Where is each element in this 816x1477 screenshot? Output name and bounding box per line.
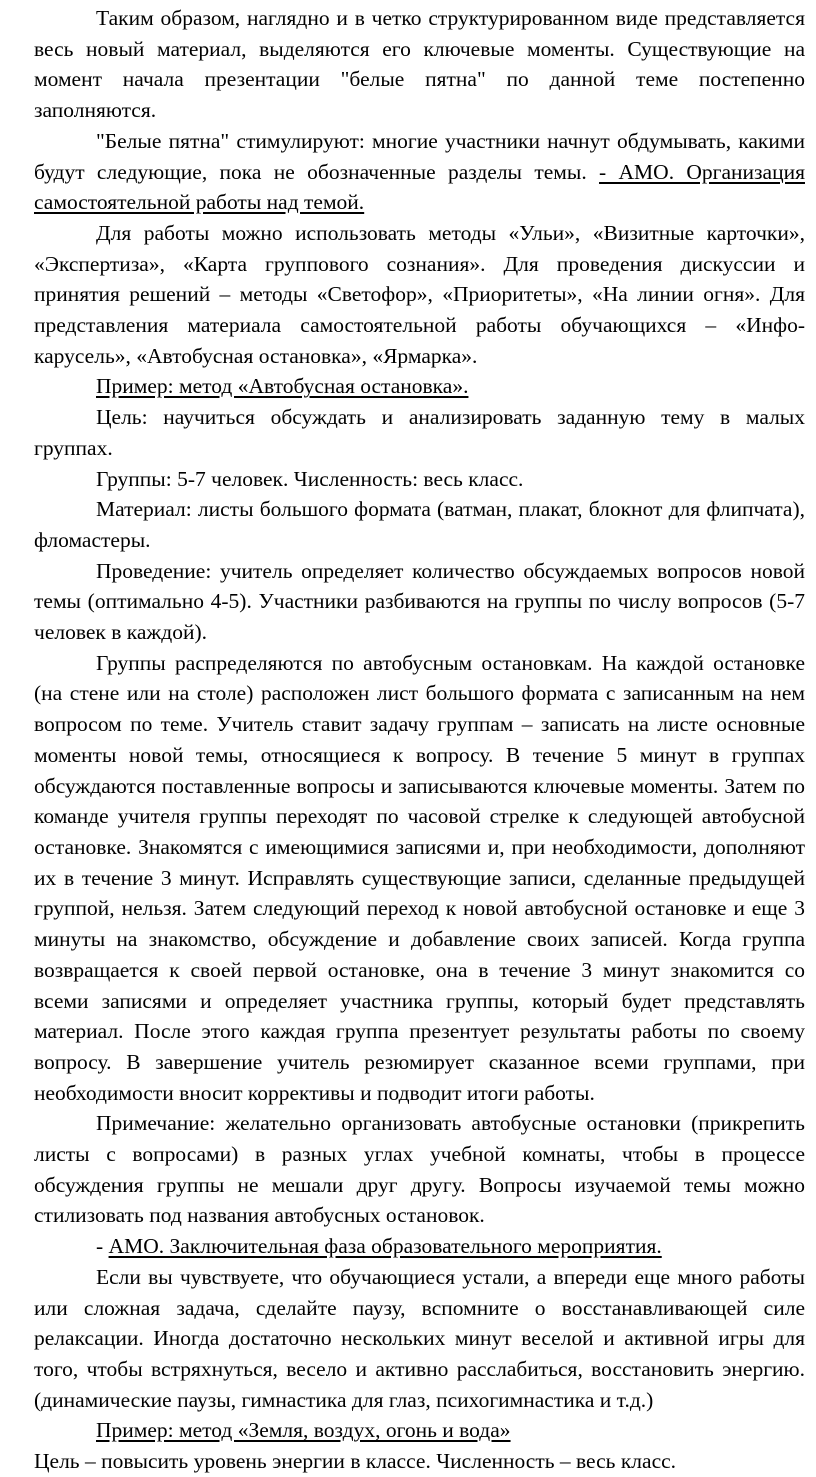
- paragraph: [34, 494, 805, 555]
- paragraph-text: Примечание: желательно организовать автобусные остановки (прикрепить листы с вопросами) в разных углах учебной комнаты, чтобы в процессе обсуждения группы не мешали друг другу. Вопросы изучаемой темы можно стилизовать под названия автобусных остановок.: [34, 1111, 805, 1228]
- paragraph: [34, 218, 805, 372]
- paragraph: [34, 648, 805, 1109]
- paragraph: [34, 126, 805, 218]
- paragraph: [34, 1231, 805, 1262]
- paragraph-text: Цель – повысить уровень энергии в классе. Численность – весь класс.: [34, 1449, 677, 1474]
- paragraph: [34, 3, 805, 126]
- paragraph-text: Группы распределяются по автобусным остановкам. На каждой остановке (на стене или на столе) расположен лист большого формата с записанным на нем вопросом по теме. Учитель ставит задачу группам – записать на листе основные моменты новой темы, относящиеся к вопросу. В течение 5 минут в группах обсуждаются поставленные вопросы и записываются ключевые моменты. Затем по команде учителя группы переходят по часовой стрелке к следующей автобусной остановке. Знакомятся с имеющимися записями и, при необходимости, дополняют их в течение 3 минут. Исправлять существующие записи, сделанные предыдущей группой, нельзя. Затем следующий переход к новой автобусной остановке и еще 3 минуты на знакомство, обсуждение и добавление своих записей. Когда группа возвращается к своей первой остановке, она в течение 3 минут знакомится со всеми записями и определяет участника группы, который будет представлять материал. После этого каждая группа презентует результаты работы по своему вопросу. В завершение учитель резюмирует сказанное всеми группами, при необходимости вносит коррективы и подводит итоги работы.: [34, 650, 805, 1105]
- paragraph: [34, 402, 805, 463]
- paragraph: [34, 556, 805, 648]
- paragraph: [34, 1108, 805, 1231]
- paragraph: [34, 1446, 805, 1477]
- paragraph-text: Если вы чувствуете, что обучающиеся устали, а впереди еще много работы или сложная задача, сделайте паузу, вспомните о восстанавливающей силе релаксации. Иногда достаточно нескольких минут веселой и активной игры для того, чтобы встряхнуться, весело и активно расслабиться, восстановить энергию. (динамические паузы, гимнастика для глаз, психогимнастика и т.д.): [34, 1264, 805, 1412]
- underlined-heading-example-earth-air-fire-water: Пример: метод «Земля, воздух, огонь и вода»: [96, 1418, 511, 1443]
- paragraph: [34, 464, 805, 495]
- paragraph: [34, 1415, 805, 1446]
- paragraph-text: Цель: научиться обсуждать и анализировать заданную тему в малых группах.: [34, 405, 805, 460]
- paragraph-text: Для работы можно использовать методы «Ульи», «Визитные карточки», «Экспертиза», «Карта группового сознания». Для проведения дискуссии и принятия решений – методы «Светофор», «Приоритеты», «На линии огня». Для представления материала самостоятельной работы обучающихся – «Инфо-карусель», «Автобусная остановка», «Ярмарка».: [34, 220, 805, 368]
- paragraph: [34, 1262, 805, 1416]
- paragraph-text: -: [96, 1234, 109, 1259]
- underlined-heading-amo-independent-work: - АМО. Организация самостоятельной работы над темой.: [34, 159, 805, 215]
- paragraph-text: "Белые пятна" стимулируют: многие участники начнут обдумывать, какими будут следующие, пока не обозначенные разделы темы.: [34, 128, 805, 184]
- paragraph-text: Материал: листы большого формата (ватман, плакат, блокнот для флипчата), фломастеры.: [34, 497, 805, 552]
- underlined-heading-amo-final-phase: АМО. Заключительная фаза образовательного мероприятия.: [108, 1234, 662, 1259]
- paragraph-text: Группы: 5-7 человек. Численность: весь класс.: [96, 466, 524, 491]
- underlined-heading-example-bus-stop: Пример: метод «Автобусная остановка».: [96, 374, 469, 399]
- paragraph-text: Проведение: учитель определяет количество обсуждаемых вопросов новой темы (оптимально 4-5). Участники разбиваются на группы по числу вопросов (5-7 человек в каждой).: [34, 558, 805, 645]
- paragraph: [34, 371, 805, 402]
- paragraph-text: Таким образом, наглядно и в четко структурированном виде представляется весь новый материал, выделяются его ключевые моменты. Существующие на момент начала презентации "белые пятна" по данной теме постепенно заполняются.: [34, 6, 805, 123]
